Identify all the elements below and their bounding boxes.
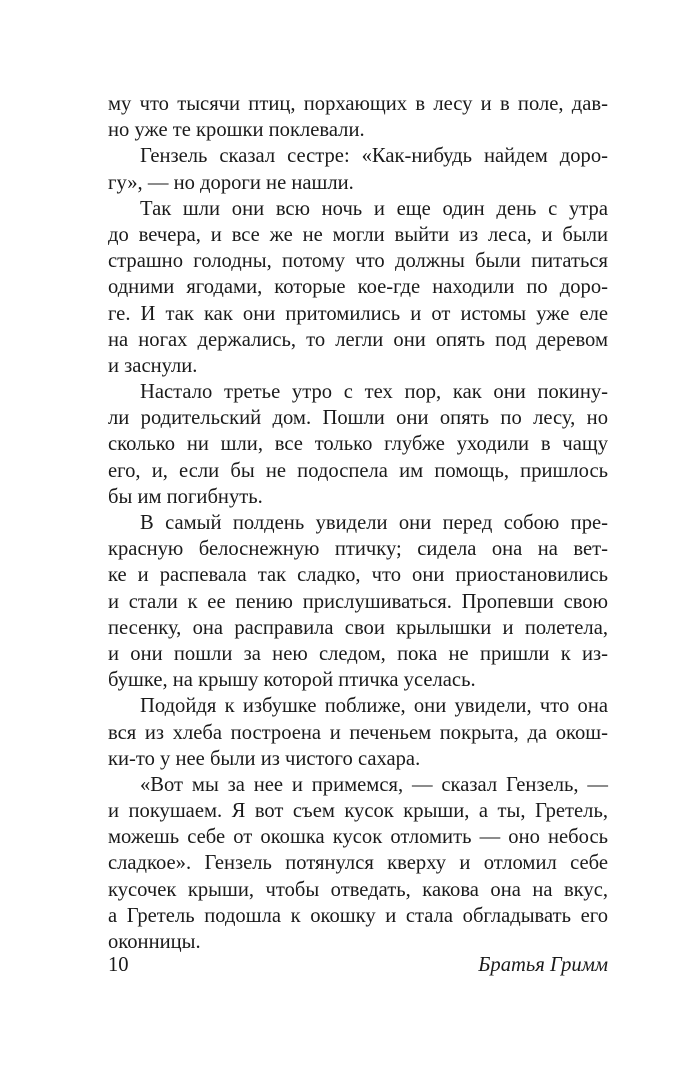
text-line: Так шли они всю ночь и еще один день с утра [140,197,608,220]
text-line: ге. И так как они притомились и от истомы уже еле [108,302,608,325]
text-line: и они пошли за нею следом, пока не пришли к из- [108,642,608,665]
text-line: Настало третье утро с тех пор, как они покину- [140,381,608,404]
text-line: песенку, она расправила свои крылышки и полетела, [108,616,608,639]
text-line: ке и распевала так сладко, что они приостановились [108,564,608,587]
text-line: ли родительский дом. Пошли они опять по лесу, но [108,407,608,430]
text-line: одними ягодами, которые кое-где находили по доро- [108,276,608,299]
text-line: на ногах держались, то легли они опять под деревом [108,328,608,351]
text-line: страшно голодны, потому что должны были питаться [108,250,608,273]
text-line: и покушаем. Я вот съем кусок крыши, а ты, Гретель, [108,800,608,823]
text-line: до вечера, и все же не могли выйти из леса, и были [108,223,608,246]
text-line: гу», — но дороги не нашли. [108,171,354,194]
text-line: бушке, на крышу которой птичка уселась. [108,669,476,692]
text-line: кусочек крыши, чтобы отведать, какова она на вкус, [108,878,608,901]
text-line: сколько ни шли, все только глубже уходили в чащу [108,433,608,456]
text-line: его, и, если бы не подоспела им помощь, пришлось [108,459,608,482]
text-line: сладкое». Гензель потянулся кверху и отломил себе [108,852,608,875]
text-line: вся из хлеба построена и печеньем покрыта, да окош- [108,721,608,744]
text-line: Гензель сказал сестре: «Как-нибудь найдем доро- [140,145,608,168]
text-line: В самый полдень увидели они перед собою пре- [140,512,608,534]
text-line: и стали к ее пению прислушиваться. Пропевши свою [108,590,608,613]
page-footer [108,954,608,982]
running-head: Братья Гримм [478,954,608,976]
page-number: 10 [108,954,129,976]
text-line: красную белоснежную птичку; сидела она на вет- [108,538,608,561]
text-line: бы им погибнуть. [108,485,263,508]
text-line: и заснули. [108,354,198,377]
text-line: ки-то у нее были из чистого сахара. [108,747,421,770]
text-line: но уже те крошки поклевали. [108,119,365,142]
body-text [108,91,608,955]
text-line: а Гретель подошла к окошку и стала обгладывать его [108,904,608,927]
text-line: «Вот мы за нее и примемся, — сказал Гензель, — [140,773,608,796]
text-line: оконницы. [108,931,201,953]
text-line: Подойдя к избушке поближе, они увидели, что она [140,695,608,718]
text-line: му что тысячи птиц, порхающих в лесу и в поле, дав- [108,93,608,115]
text-line: можешь себе от окошка кусок отломить — оно небось [108,826,608,849]
